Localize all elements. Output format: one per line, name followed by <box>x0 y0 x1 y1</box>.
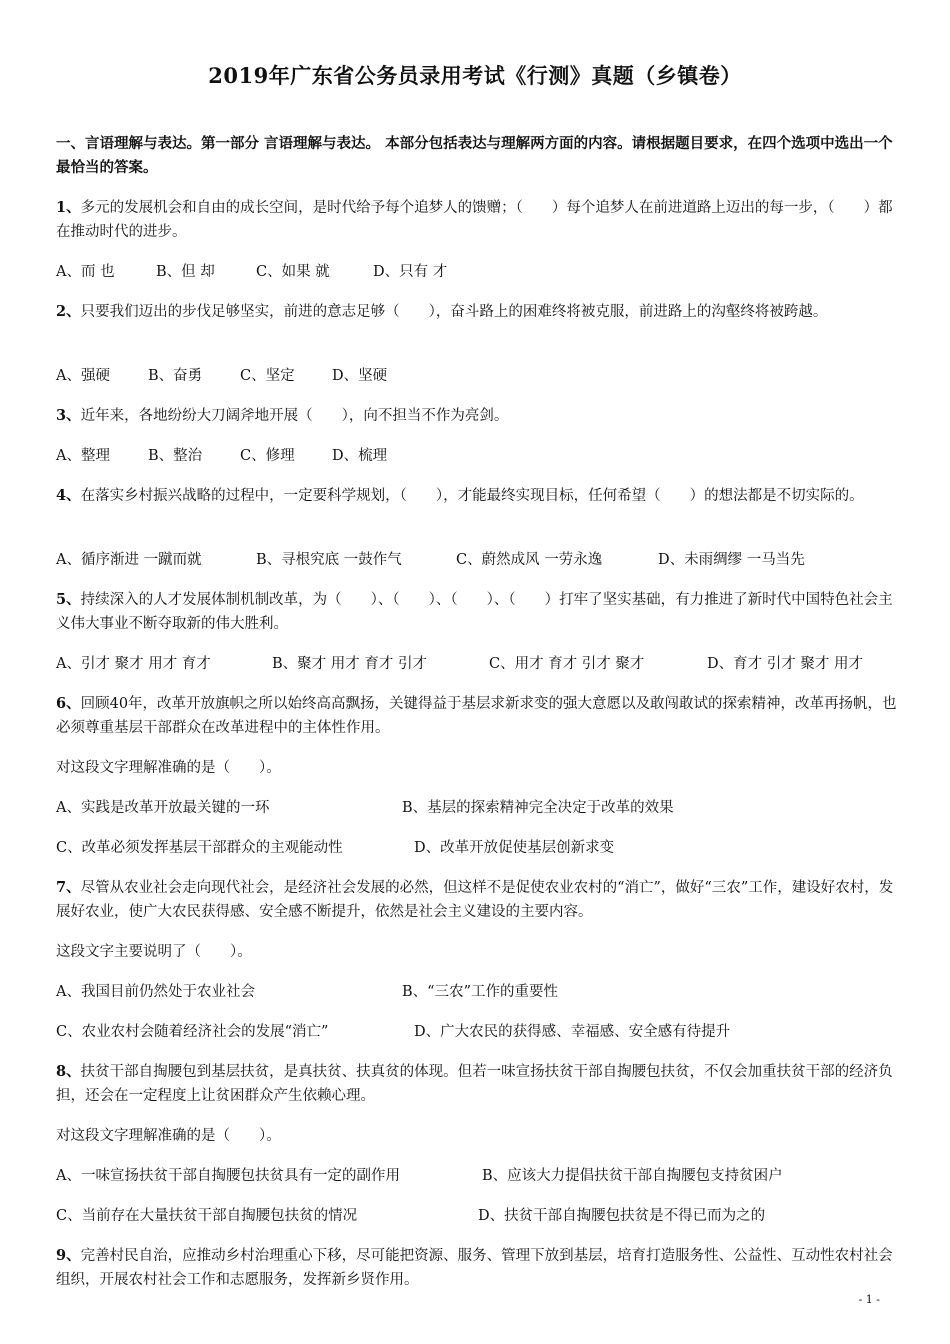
question-7 <box>56 876 906 924</box>
section-intro: 一、言语理解与表达。第一部分 言语理解与表达。 本部分包括表达与理解两方面的内容。请根据题目要求，在四个选项中选出一个最恰当的答案。 <box>56 135 893 176</box>
option-b: B、整治 <box>148 448 203 464</box>
option-d: D、只有 才 <box>373 264 448 280</box>
question-7-stem: 这段文字主要说明了（ ）。 <box>56 944 252 960</box>
option-b: B、“三农”工作的重要性 <box>402 984 558 1000</box>
option-b: B、聚才 用才 育才 引才 <box>272 656 427 672</box>
question-3 <box>56 404 906 428</box>
option-a: A、而 也 <box>56 264 115 280</box>
option-c: C、当前存在大量扶贫干部自掏腰包扶贫的情况 <box>56 1208 358 1224</box>
option-b: B、寻根究底 一鼓作气 <box>256 552 402 568</box>
option-d: D、育才 引才 聚才 用才 <box>707 656 863 672</box>
question-5 <box>56 588 906 636</box>
question-number: 4、 <box>56 487 81 504</box>
question-6 <box>56 692 906 740</box>
option-b: B、但 却 <box>156 264 215 280</box>
option-a: A、整理 <box>56 448 110 464</box>
option-a: A、一味宣扬扶贫干部自掏腰包扶贫具有一定的副作用 <box>56 1168 400 1184</box>
option-d: D、坚硬 <box>332 368 388 384</box>
question-text: 只要我们迈出的步伐足够坚实，前进的意志足够（ ），奋斗路上的困难终将被克服，前进路上的沟壑终将被跨越。 <box>80 304 828 320</box>
question-8-stem: 对这段文字理解准确的是（ ）。 <box>56 1128 281 1144</box>
question-text: 扶贫干部自掏腰包到基层扶贫，是真扶贫、扶真贫的体现。但若一味宣扬扶贫干部自掏腰包扶贫，不仅会加重扶贫干部的经济负担，还会在一定程度上让贫困群众产生依赖心理。 <box>56 1064 893 1104</box>
option-c: C、如果 就 <box>256 264 330 280</box>
question-text: 尽管从农业社会走向现代社会，是经济社会发展的必然，但这样不是促使农业农村的“消亡”，做好“三农”工作，建设好农村，发展好农业，使广大农民获得感、安全感不断提升，依然是社会主义建设的主要内容。 <box>56 880 894 920</box>
option-d: D、改革开放促使基层创新求变 <box>414 840 615 856</box>
option-c: C、坚定 <box>240 368 295 384</box>
option-a: A、我国目前仍然处于农业社会 <box>56 984 255 1000</box>
question-text: 完善村民自治，应推动乡村治理重心下移，尽可能把资源、服务、管理下放到基层，培育打造服务性、公益性、互动性农村社会组织，开展农村社会工作和志愿服务，发挥新乡贤作用。 <box>56 1248 893 1288</box>
question-9 <box>56 1244 906 1292</box>
question-number: 7、 <box>56 879 81 896</box>
option-a: A、循序渐进 一蹴而就 <box>56 552 202 568</box>
option-d: D、未雨绸缪 一马当先 <box>658 552 805 568</box>
question-number: 2、 <box>56 303 81 320</box>
option-b: B、应该大力提倡扶贫干部自掏腰包支持贫困户 <box>482 1168 783 1184</box>
question-text: 持续深入的人才发展体制机制改革，为（ ）、（ ）、（ ）、（ ）打牢了坚实基础，有力推进了新时代中国特色社会主义伟大事业不断夺取新的伟大胜利。 <box>56 592 893 632</box>
question-text: 在落实乡村振兴战略的过程中，一定要科学规划，（ ），才能最终实现目标，任何希望（ ）的想法都是不切实际的。 <box>80 488 864 504</box>
question-number: 1、 <box>56 199 81 216</box>
document-title: 2019年广东省公务员录用考试《行测》真题（乡镇卷） <box>208 63 742 88</box>
option-b: B、基层的探索精神完全决定于改革的效果 <box>402 800 674 816</box>
question-1 <box>56 196 906 244</box>
option-a: A、引才 聚才 用才 育才 <box>56 656 211 672</box>
question-6-stem: 对这段文字理解准确的是（ ）。 <box>56 760 281 776</box>
option-d: D、扶贫干部自掏腰包扶贫是不得已而为之的 <box>478 1208 766 1224</box>
option-b: B、奋勇 <box>148 368 203 384</box>
question-number: 9、 <box>56 1247 81 1264</box>
question-8 <box>56 1060 906 1108</box>
option-c: C、用才 育才 引才 聚才 <box>489 656 645 672</box>
question-4 <box>56 484 906 508</box>
option-c: C、改革必须发挥基层干部群众的主观能动性 <box>56 840 343 856</box>
option-a: A、强硬 <box>56 368 110 384</box>
question-number: 5、 <box>56 591 81 608</box>
question-text: 近年来，各地纷纷大刀阔斧地开展（ ），向不担当不作为亮剑。 <box>80 408 509 424</box>
question-text: 回顾40年，改革开放旗帜之所以始终高高飘扬，关键得益于基层求新求变的强大意愿以及敢闯敢试的探索精神，改革再扬帆，也必须尊重基层干部群众在改革进程中的主体性作用。 <box>56 696 897 736</box>
option-c: C、修理 <box>240 448 295 464</box>
question-number: 6、 <box>56 695 81 712</box>
option-c: C、农业农村会随着经济社会的发展“消亡” <box>56 1024 329 1040</box>
page-number: - 1 - <box>858 1293 880 1306</box>
question-2 <box>56 300 906 324</box>
option-a: A、实践是改革开放最关键的一环 <box>56 800 270 816</box>
question-number: 3、 <box>56 407 81 424</box>
option-d: D、广大农民的获得感、幸福感、安全感有待提升 <box>414 1024 731 1040</box>
question-text: 多元的发展机会和自由的成长空间，是时代给予每个追梦人的馈赠；（ ）每个追梦人在前进道路上迈出的每一步，（ ）都在推动时代的进步。 <box>56 200 893 240</box>
question-number: 8、 <box>56 1063 81 1080</box>
option-d: D、梳理 <box>332 448 388 464</box>
option-c: C、蔚然成风 一劳永逸 <box>456 552 603 568</box>
